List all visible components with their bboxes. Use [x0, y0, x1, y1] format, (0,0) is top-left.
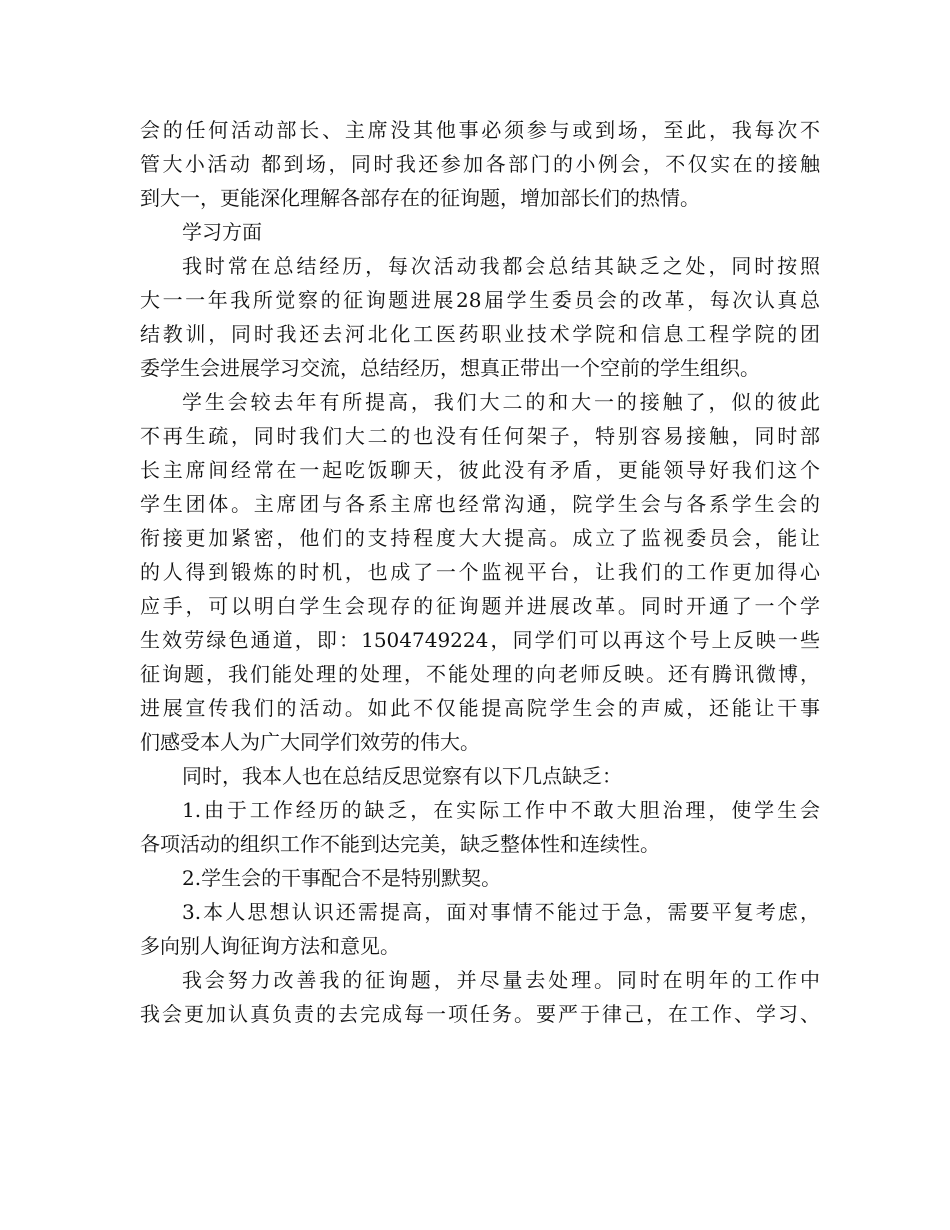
text-line: 进展宣传我们的活动。如此不仅能提高院学生会的声威，还能让干事 [140, 696, 820, 720]
text-line: 不再生疏，同时我们大二的也没有任何架子，特别容易接触，同时部 [140, 424, 820, 448]
text-line: 到大一，更能深化理解各部存在的征询题，增加部长们的热情。 [140, 186, 700, 210]
paragraph [140, 385, 820, 759]
text-line: 学生团体。主席团与各系主席也经常沟通，院学生会与各系学生会的 [140, 492, 820, 516]
text-line: 我时常在总结经历，每次活动我都会总结其缺乏之处，同时按照 [182, 254, 820, 278]
paragraph [140, 249, 820, 385]
text-line: 管大小活动 都到场，同时我还参加各部门的小例会，不仅实在的接触 [140, 152, 820, 176]
list-item [140, 861, 820, 895]
text-line: 学习方面 [182, 220, 262, 244]
text-line: 1.由于工作经历的缺乏，在实际工作中不敢大胆治理，使学生会 [182, 798, 820, 822]
text-line: 同时，我本人也在总结反思觉察有以下几点缺乏： [182, 764, 622, 788]
text-line: 学生会较去年有所提高，我们大二的和大一的接触了，似的彼此 [182, 390, 820, 414]
text-line: 衔接更加紧密，他们的支持程度大大提高。成立了监视委员会，能让 [140, 526, 820, 550]
section-heading [140, 215, 820, 249]
text-line: 生效劳绿色通道，即：1504749224，同学们可以再这个号上反映一些 [140, 628, 820, 652]
text-line: 长主席间经常在一起吃饭聊天，彼此没有矛盾，更能领导好我们这个 [140, 458, 820, 482]
text-line: 的人得到锻炼的时机，也成了一个监视平台，让我们的工作更加得心 [140, 560, 820, 584]
text-line: 3.本人思想认识还需提高，面对事情不能过于急，需要平复考虑， [182, 900, 820, 924]
paragraph [140, 113, 820, 215]
text-line: 各项活动的组织工作不能到达完美，缺乏整体性和连续性。 [140, 832, 660, 856]
list-item [140, 793, 820, 861]
text-line: 应手，可以明白学生会现存的征询题并进展改革。同时开通了一个学 [140, 594, 820, 618]
paragraph [140, 759, 820, 793]
text-line: 结教训，同时我还去河北化工医药职业技术学院和信息工程学院的团 [140, 322, 820, 346]
text-line: 会的任何活动部长、主席没其他事必须参与或到场，至此，我每次不 [140, 118, 820, 142]
paragraph [140, 963, 820, 1031]
text-line: 我会更加认真负责的去完成每一项任务。要严于律己，在工作、学习、 [140, 1002, 820, 1026]
document-body [140, 113, 820, 1031]
text-line: 我会努力改善我的征询题，并尽量去处理。同时在明年的工作中 [182, 968, 820, 992]
list-item [140, 895, 820, 963]
text-line: 2.学生会的干事配合不是特别默契。 [182, 866, 502, 890]
text-line: 们感受本人为广大同学们效劳的伟大。 [140, 730, 480, 754]
text-line: 大一一年我所觉察的征询题进展28届学生委员会的改革，每次认真总 [140, 288, 820, 312]
text-line: 多向别人询征询方法和意见。 [140, 934, 400, 958]
text-line: 委学生会进展学习交流，总结经历，想真正带出一个空前的学生组织。 [140, 356, 760, 380]
text-line: 征询题，我们能处理的处理，不能处理的向老师反映。还有腾讯微博， [140, 662, 820, 686]
